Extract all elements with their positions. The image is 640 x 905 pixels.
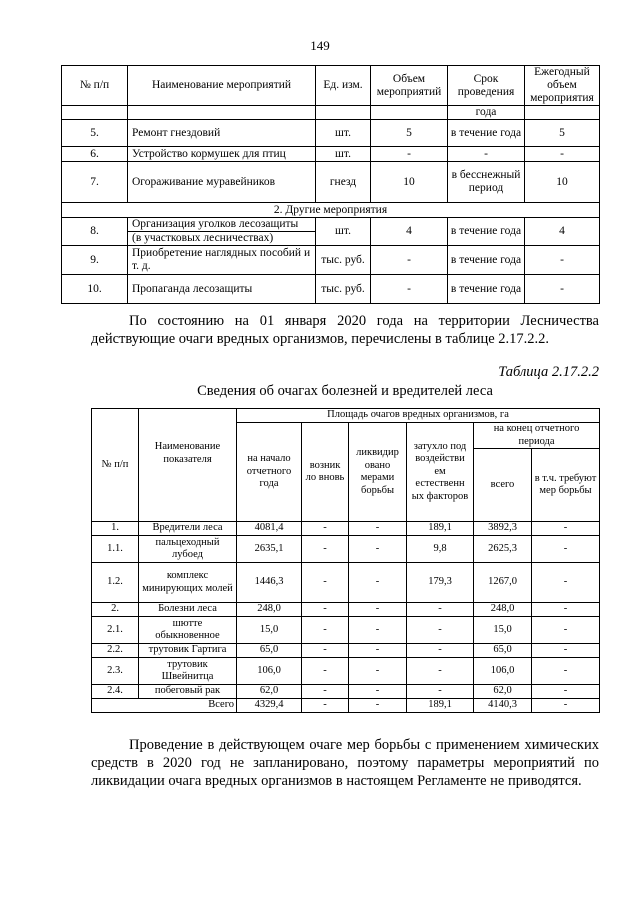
- cell-start: 15,0: [237, 617, 302, 644]
- table-row: [92, 644, 600, 658]
- table-row: [62, 218, 600, 232]
- cell-new: -: [302, 685, 349, 699]
- table-row: [62, 120, 600, 147]
- header-liquidated: ликвидир овано мерами борьбы: [349, 423, 407, 522]
- cell-new: -: [302, 617, 349, 644]
- table-caption-number: Таблица 2.17.2.2: [498, 364, 599, 380]
- cell-annual: 4: [525, 218, 600, 246]
- cell-total: 15,0: [474, 617, 532, 644]
- header-num: № п/п: [92, 409, 139, 522]
- cell-annual: 10: [525, 162, 600, 203]
- total-row: [92, 699, 600, 713]
- cell-new: -: [302, 603, 349, 617]
- cell-new: -: [302, 563, 349, 603]
- cell-term: в течение года: [448, 275, 525, 304]
- cell-annual: -: [525, 147, 600, 162]
- cell-start: 62,0: [237, 685, 302, 699]
- cell-name: Ремонт гнездовий: [128, 120, 316, 147]
- cell-need: -: [532, 699, 600, 713]
- cell-num: 1.1.: [92, 536, 139, 563]
- cell-annual: -: [525, 246, 600, 275]
- cell-need: -: [532, 617, 600, 644]
- table-row: [62, 147, 600, 162]
- cell-new: -: [302, 536, 349, 563]
- cell-need: -: [532, 536, 600, 563]
- column-header: Срок проведения: [448, 66, 525, 106]
- cell-total: 1267,0: [474, 563, 532, 603]
- cell-unit: шт.: [316, 120, 371, 147]
- cell-liquid: -: [349, 563, 407, 603]
- total-label: Всего: [139, 699, 237, 713]
- cell-num: 9.: [62, 246, 128, 275]
- cell-total: 65,0: [474, 644, 532, 658]
- cell-liquid: -: [349, 699, 407, 713]
- table-caption-title: Сведения об очагах болезней и вредителей леса: [197, 383, 493, 399]
- cell-name: Пропаганда лесозащиты: [128, 275, 316, 304]
- cell-num: 2.1.: [92, 617, 139, 644]
- table-row: [92, 658, 600, 685]
- cell-name: Организация уголков лесозащиты: [128, 218, 316, 232]
- cell-name: комплекс минирующих молей: [139, 563, 237, 603]
- column-header: № п/п: [62, 66, 128, 106]
- cell-faded: -: [407, 603, 474, 617]
- cell-name: побеговый рак: [139, 685, 237, 699]
- page-number: 149: [310, 38, 330, 53]
- cell-num: 8.: [62, 218, 128, 246]
- cell-faded: -: [407, 617, 474, 644]
- cell-total: 106,0: [474, 658, 532, 685]
- cell-faded: 189,1: [407, 699, 474, 713]
- cell-volume: 10: [371, 162, 448, 203]
- column-header: Ежегодный объем мероприятия: [525, 66, 600, 106]
- cell-name: Болезни леса: [139, 603, 237, 617]
- cell-annual: -: [525, 275, 600, 304]
- cell-unit: шт.: [316, 147, 371, 162]
- cell-need: -: [532, 658, 600, 685]
- cell-term: -: [448, 147, 525, 162]
- cell-term: в течение года: [448, 246, 525, 275]
- cell-volume: 4: [371, 218, 448, 246]
- cell-faded: -: [407, 685, 474, 699]
- cell-start: 4329,4: [237, 699, 302, 713]
- cell-term: в бесснежный период: [448, 162, 525, 203]
- cell-liquid: -: [349, 536, 407, 563]
- cell-unit: тыс. руб.: [316, 275, 371, 304]
- cell-faded: -: [407, 644, 474, 658]
- cell-name: Вредители леса: [139, 522, 237, 536]
- header-new: возник ло вновь: [302, 423, 349, 522]
- cell-volume: -: [371, 275, 448, 304]
- cell-total: 62,0: [474, 685, 532, 699]
- cell-num: 2.4.: [92, 685, 139, 699]
- cell-new: -: [302, 658, 349, 685]
- cell-faded: -: [407, 658, 474, 685]
- cell-annual: 5: [525, 120, 600, 147]
- table-row: [62, 162, 600, 203]
- cell-liquid: -: [349, 603, 407, 617]
- table-row: [62, 275, 600, 304]
- table-row: [62, 246, 600, 275]
- cell-unit: гнезд: [316, 162, 371, 203]
- cell-total: 4140,3: [474, 699, 532, 713]
- cell-start: 106,0: [237, 658, 302, 685]
- cell-liquid: -: [349, 522, 407, 536]
- cell-liquid: -: [349, 658, 407, 685]
- cell-faded: 189,1: [407, 522, 474, 536]
- cell-name: пальцеходный лубоед: [139, 536, 237, 563]
- cell-need: -: [532, 522, 600, 536]
- table-row: [92, 522, 600, 536]
- cell-term: в течение года: [448, 120, 525, 147]
- cell-start: 1446,3: [237, 563, 302, 603]
- cell-num: 7.: [62, 162, 128, 203]
- paragraph-2: Проведение в действующем очаге мер борьбы с применением химических средств в 2020 год не запланировано, поэтому параметры мероприятий по ликвидации очага вредных организмов в настоящем Регламенте не приводятся.: [91, 737, 599, 789]
- header-area: Площадь очагов вредных организмов, га: [237, 409, 600, 423]
- cell-num: 5.: [62, 120, 128, 147]
- cell-name: Огораживание муравейников: [128, 162, 316, 203]
- table-row: [62, 106, 600, 120]
- cell-name: трутовик Швейнитца: [139, 658, 237, 685]
- cell-volume: -: [371, 246, 448, 275]
- cell-total: 3892,3: [474, 522, 532, 536]
- cell-term: года: [448, 106, 525, 120]
- pest-foci-table: [91, 408, 600, 713]
- table-header-row: [62, 66, 600, 106]
- cell-faded: 179,3: [407, 563, 474, 603]
- header-start: на начало отчетного года: [237, 423, 302, 522]
- cell-liquid: -: [349, 685, 407, 699]
- cell-volume: 5: [371, 120, 448, 147]
- table-header-row: [92, 409, 600, 423]
- cell-name: трутовик Гартига: [139, 644, 237, 658]
- cell-name-cont: (в участковых лесничествах): [128, 232, 316, 246]
- cell-unit: шт.: [316, 218, 371, 246]
- header-need: в т.ч. требуют мер борьбы: [532, 449, 600, 522]
- header-faded: затухло под воздействи ем естественн ых факторов: [407, 423, 474, 522]
- cell-need: -: [532, 685, 600, 699]
- paragraph-1: По состоянию на 01 января 2020 года на территории Лесничества действующие очаги вредных организмов, перечислены в таблице 2.17.2.2.: [91, 313, 599, 347]
- header-name: Наименование показателя: [139, 409, 237, 522]
- table-row: [92, 685, 600, 699]
- cell-num: 6.: [62, 147, 128, 162]
- cell-new: -: [302, 644, 349, 658]
- cell-new: -: [302, 522, 349, 536]
- cell-num: 10.: [62, 275, 128, 304]
- column-header: Наименование мероприятий: [128, 66, 316, 106]
- cell-name: Устройство кормушек для птиц: [128, 147, 316, 162]
- cell-start: 4081,4: [237, 522, 302, 536]
- column-header: Объем мероприятий: [371, 66, 448, 106]
- table-row: [92, 617, 600, 644]
- cell-start: 65,0: [237, 644, 302, 658]
- cell-total: 248,0: [474, 603, 532, 617]
- header-total: всего: [474, 449, 532, 522]
- cell-num: 2.: [92, 603, 139, 617]
- cell-need: -: [532, 644, 600, 658]
- section-row: [62, 203, 600, 218]
- measures-table: [61, 65, 600, 304]
- cell-total: 2625,3: [474, 536, 532, 563]
- cell-num: 2.2.: [92, 644, 139, 658]
- header-end: на конец отчетного периода: [474, 423, 600, 449]
- cell-name: шютте обыкновенное: [139, 617, 237, 644]
- cell-need: -: [532, 603, 600, 617]
- cell-new: -: [302, 699, 349, 713]
- table-row: [92, 563, 600, 603]
- table-row: [92, 536, 600, 563]
- column-header: Ед. изм.: [316, 66, 371, 106]
- cell-liquid: -: [349, 617, 407, 644]
- cell-unit: тыс. руб.: [316, 246, 371, 275]
- cell-term: в течение года: [448, 218, 525, 246]
- table-row: [92, 603, 600, 617]
- cell-num: 2.3.: [92, 658, 139, 685]
- cell-volume: -: [371, 147, 448, 162]
- cell-start: 2635,1: [237, 536, 302, 563]
- cell-name: Приобретение наглядных пособий и т. д.: [128, 246, 316, 275]
- cell-faded: 9,8: [407, 536, 474, 563]
- cell-liquid: -: [349, 644, 407, 658]
- cell-start: 248,0: [237, 603, 302, 617]
- section-title: 2. Другие мероприятия: [62, 203, 600, 218]
- cell-num: 1.: [92, 522, 139, 536]
- cell-need: -: [532, 563, 600, 603]
- cell-num: 1.2.: [92, 563, 139, 603]
